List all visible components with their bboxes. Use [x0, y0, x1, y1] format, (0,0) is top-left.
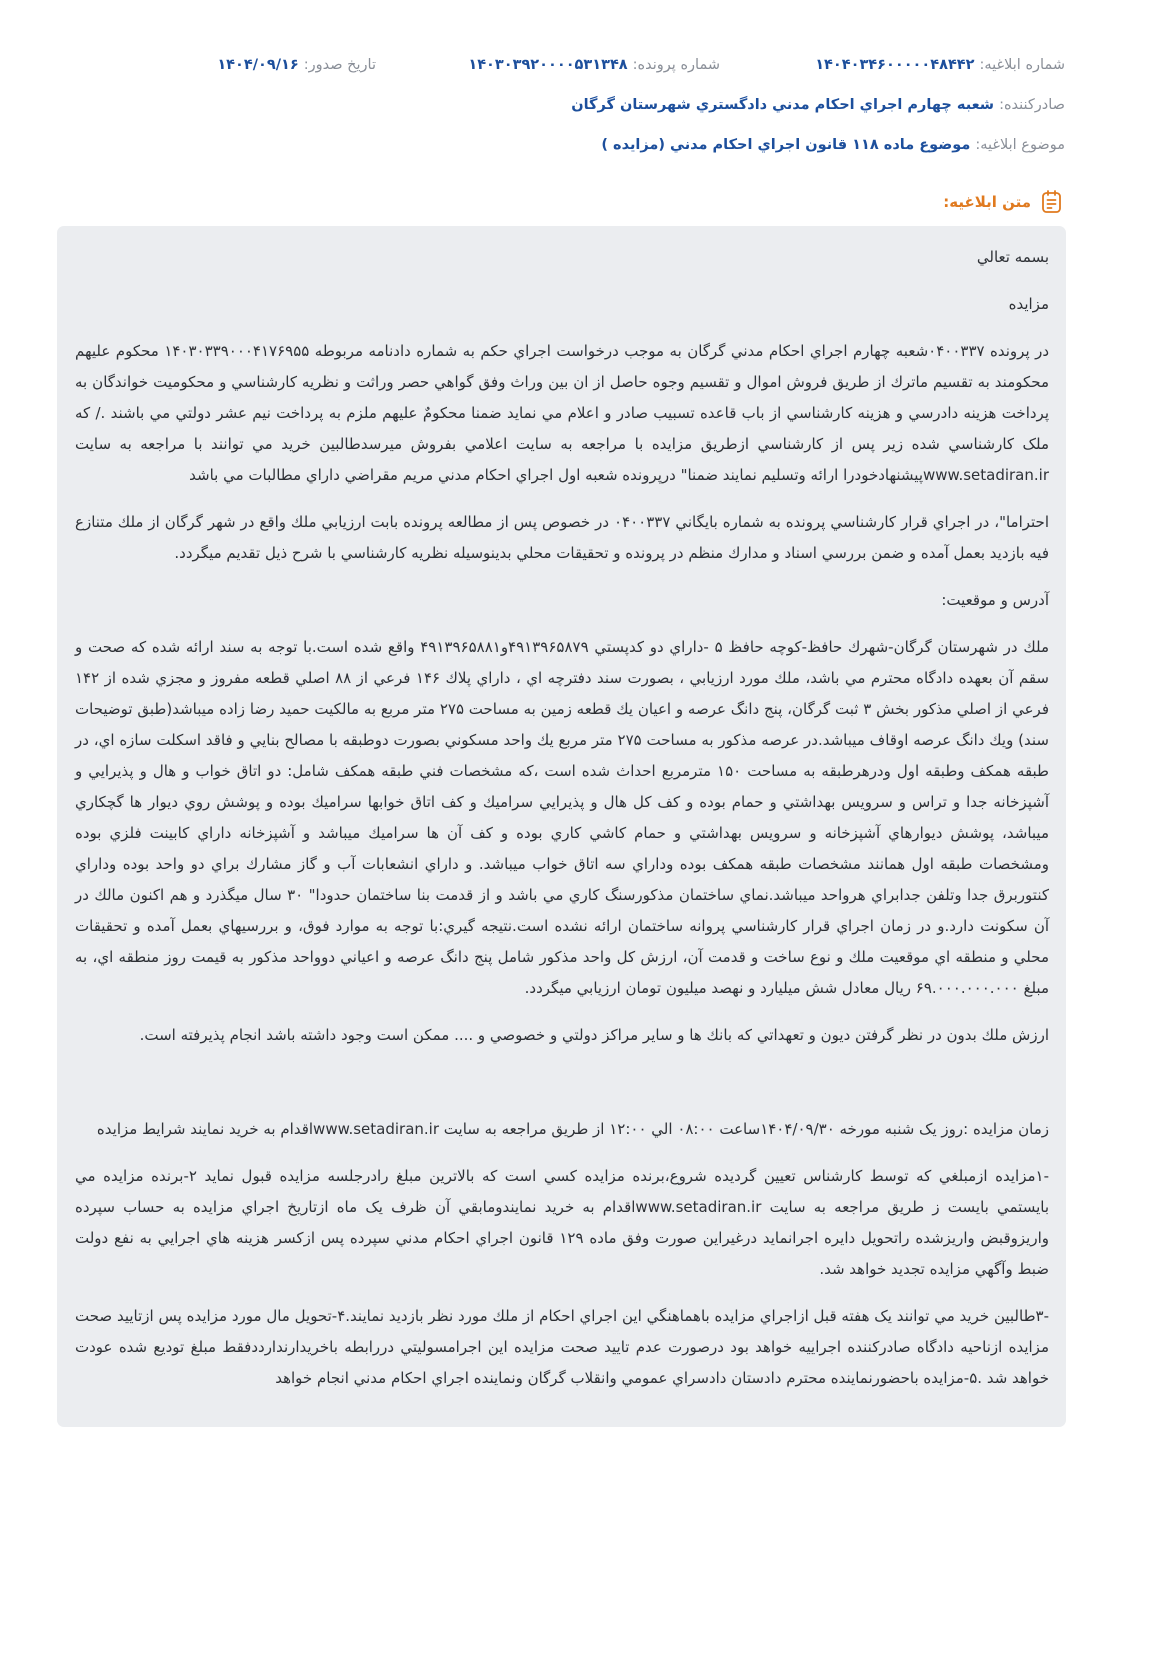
case-number-field	[468, 54, 720, 76]
notice-number-value: ۱۴۰۴۰۳۴۶۰۰۰۰۰۴۸۴۴۲	[815, 57, 975, 73]
body-blank-line	[75, 1067, 1049, 1098]
body-paragraph-property: ملك در شهرستان گرگان-شهرك حافظ-كوچه حافظ ۵ -داراي دو كدپستي ۴۹۱۳۹۶۵۸۷۹و۴۹۱۳۹۶۵۸۸۱ واقع شده است.با توجه به سند ارائه شده كه صحت و سقم آن بعهده دادگاه محترم مي باشد، ملك مورد ارزيابي ، بصورت سند دفترچه اي ، داراي پلاك ۱۴۶ فرعي از ۸۸ اصلي قطعه مفروز و مجزي شده از ۱۴۲ فرعي از اصلي مذكور بخش ۳ ثبت گرگان، پنج دانگ عرصه و اعيان يك قطعه زمين به مساحت ۲۷۵ متر مربع به مالكيت حميد رضا زاده ميباشد(طبق توضيحات سند) ويك دانگ عرصه اوقاف ميباشد.در عرصه مذكور به مساحت ۲۷۵ متر مربع يك واحد مسكوني بصورت دوطبقه با مصالح بنايي و فاقد اسكلت سازه اي، در طبقه همكف وطبقه اول ودرهرطبقه به مساحت ۱۵۰ مترمربع احداث شده است ،كه مشخصات فني طبقه همكف شامل: دو اتاق خواب و هال و پذيرايي و آشپزخانه جدا و تراس و سرويس بهداشتي و حمام بوده و كف كل هال و پذيرايي سراميك و كف اتاق خوابها سراميك بوده و پوشش روي ديوار ها گچكاري ميباشد، پوشش ديوارهاي آشپزخانه و سرويس بهداشتي و حمام كاشي كاري بوده و كف آن ها سراميك ميباشد و آشپزخانه داراي كابينت فلزي بوده ومشخصات طبقه اول همانند مشخصات طبقه همكف بوده وداراي سه اتاق خواب ميباشد. و داراي انشعابات آب و گاز مشارك براي دو واحد بوده وداراي كنتوربرق جدا وتلفن جدابراي هرواحد ميباشد.نماي ساختمان مذكورسنگ كاري مي باشد و از قدمت بنا ساختمان حدودا" ۳۰ سال ميگذرد و هم اكنون مالك در آن سكونت دارد.و در زمان اجراي قرار كارشناسي پروانه ساختمان ارائه نشده است.نتيجه گيري:با توجه به موارد فوق، و بررسيهاي بعمل آمده و تحقيقات محلي و منطقه اي موقعيت ملك و نوع ساخت و قدمت آن، ارزش كل واحد مذكور شامل پنج دانگ عرصه و اعياني دوواحد مذكور به قيمت روز منطقه اي، به مبلغ ۶۹.۰۰۰.۰۰۰.۰۰۰ ريال معادل شش ميليارد و نهصد ميليون تومان ارزيابي ميگردد.	[75, 638, 1050, 997]
issue-date-label: تاريخ صدور:	[303, 57, 376, 73]
body-paragraph-case: در پرونده ۰۴۰۰۳۳۷شعبه چهارم اجراي احكام مدني گرگان به موجب درخواست اجراي حكم به شماره دادنامه مربوطه ۱۴۰۳۰۳۳۹۰۰۰۴۱۷۶۹۵۵ محكوم عليهم محكومند به تقسيم ماترك از طريق فروش اموال و تقسيم وجوه حاصل از ان بين وراث وفق گواهي حصر وراثت و نظريه كارشناسي و محكوميت خواندگان به پرداخت هزينه دادرسي و هزينه كارشناسي از باب قاعده تسبيب صادر و اعلام مي نمايد ضمنا محكومٌ عليهم ملزم به پرداخت نيم عشر دولتي مي باشند ./ كه ملک كارشناسي شده زير پس از كارشناسي ازطريق مزايده با مراجعه به سايت اعلامي بفروش ميرسدطالبين خريد مي توانند با مراجعه به سايت www.setadiran.irپيشنهادخودرا ارائه وتسليم نمايند ضمنا" درپرونده شعبه اول اجراي احكام مدني مريم مقراضي داراي مطالبات مي باشد	[75, 342, 1050, 484]
notice-text-heading	[943, 189, 1064, 215]
issuer-field	[571, 94, 1065, 116]
case-number-label: شماره پرونده:	[632, 57, 720, 73]
notice-body-panel	[57, 226, 1066, 1427]
notice-text-title: متن ابلاغيه:	[943, 193, 1031, 211]
issuer-value: شعبه چهارم اجراي احكام مدني دادگستري شهرستان گرگان	[571, 97, 995, 113]
case-number-value: ۱۴۰۳۰۳۹۲۰۰۰۰۵۳۱۳۴۸	[468, 57, 628, 73]
notice-number-label: شماره ابلاغيه:	[979, 57, 1065, 73]
issue-date-value: ۱۴۰۴/۰۹/۱۶	[217, 57, 299, 73]
body-paragraph-conditions-2: -۳طالبين خريد مي توانند يک هفته قبل ازاجراي مزايده باهماهنگي اين اجراي احكام از ملك مورد نظر بازديد نمايند.۴-تحويل مال مورد مزايده پس ازتاييد صحت مزايده ازناحيه دادگاه صادركننده اجراييه خواهد بود درصورت عدم تاييد صحت مزايده اين اجرامسوليتي دررابطه باخريدارندارددفقط مبلغ توديع شده عودت خواهد شد .۵-مزايده باحضورنماينده محترم دادستان دادسراي عمومي وانقلاب گرگان ونماينده اجراي احكام مدني انجام خواهد	[75, 1307, 1049, 1387]
body-paragraph-valuation-note: ارزش ملك بدون در نظر گرفتن ديون و تعهداتي كه بانك ها و ساير مراكز دولتي و خصوصي و .... ممكن است وجود داشته باشد انجام پذيرفته است.	[139, 1026, 1049, 1044]
notice-number-field	[815, 54, 1065, 76]
body-heading-auction: مزايده	[1008, 295, 1049, 313]
body-paragraph-conditions-1: -۱مزايده ازمبلغي كه توسط كارشناس تعيين گرديده شروع،برنده مزايده كسي است كه بالاترين مبلغ رادرجلسه مزايده قبول نمايد ۲-برنده مزايده مي بايستمي بايست ز طريق مراجعه به سايت www.setadiran.irاقدام به خريد نمايندومابقي آن ظرف يک ماه ازتاريخ اجراي مزايده به حساب سپرده واريزوقبض واريزشده راتحويل دايره اجرانمايد درغيراين صورت وفق ماده ۱۲۹ قانون اجراي احكام مدني سپرده پس ازكسر هزينه هاي اجرايي به نفع دولت ضبط وآگهي مزايده تجديد خواهد شد.	[75, 1167, 1049, 1278]
body-heading-address: آدرس و موقعيت:	[941, 591, 1049, 609]
issuer-label: صادرکننده:	[999, 97, 1065, 113]
body-heading-salutation: بسمه تعالي	[976, 248, 1049, 266]
subject-label: موضوع ابلاغيه:	[975, 137, 1065, 153]
issue-date-field	[217, 54, 376, 76]
body-paragraph-expert: احتراما"، در اجراي قرار كارشناسي پرونده به شماره بايگاني ۰۴۰۰۳۳۷ در خصوص پس از مطالعه پرونده بابت ارزيابي ملك واقع در شهر گرگان از ملك متنازع فيه بازديد بعمل آمده و ضمن بررسي اسناد و مدارك منظم در پرونده و تحقيقات محلي بدينوسيله نظريه كارشناسي با شرح ذيل تقديم ميگردد.	[75, 513, 1049, 562]
notice-text-icon	[1040, 189, 1064, 215]
subject-field	[601, 134, 1065, 156]
body-paragraph-auction-time: زمان مزايده :روز يک شنبه مورخه ۱۴۰۴/۰۹/۳۰ساعت ۰۸:۰۰ الي ۱۲:۰۰ از طريق مراجعه به سايت www.setadiran.irاقدام به خريد نمايند شرايط مزايده	[96, 1120, 1049, 1138]
subject-value: موضوع ماده ۱۱۸ قانون اجراي احكام مدني (مزايده )	[601, 137, 971, 153]
